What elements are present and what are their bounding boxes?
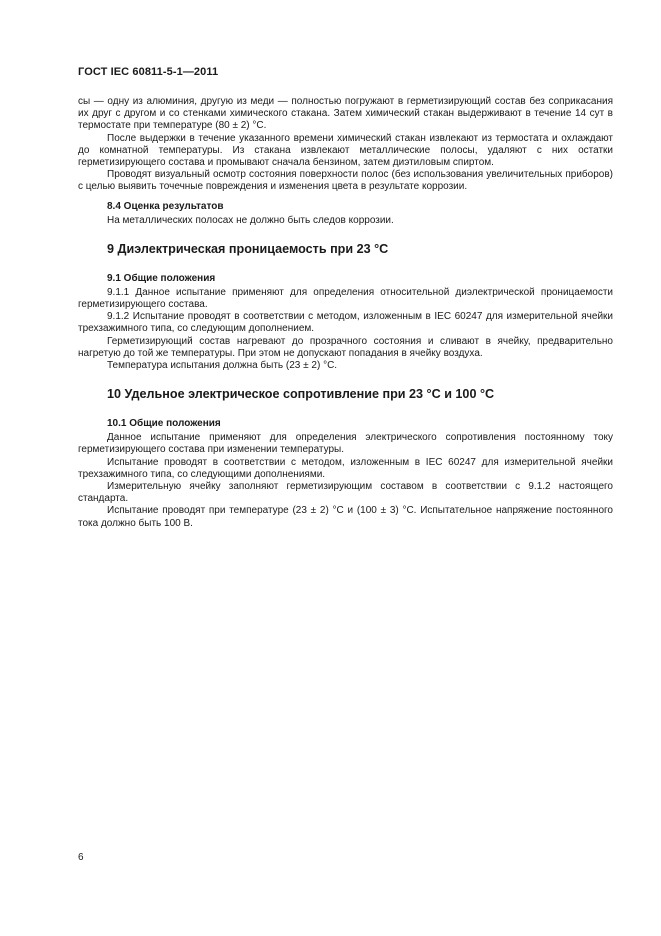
- paragraph-10-purpose: Данное испытание применяют для определения электрического сопротивления постоянному току герметизирующего состава при изменении температуры.: [78, 432, 613, 456]
- paragraph-10-conditions: Испытание проводят при температуре (23 ± 2) °C и (100 ± 3) °C. Испытательное напряжение постоянного тока должно быть 100 В.: [78, 505, 613, 529]
- paragraph-9-temperature: Температура испытания должна быть (23 ± 2) °C.: [107, 360, 338, 372]
- paragraph-9-heating: Герметизирующий состав нагревают до прозрачного состояния и сливают в ячейку, предварительно нагретую до той же температуры. При этом не допускают попадания в ячейку воздуха.: [78, 335, 613, 359]
- paragraph-9-1-1: 9.1.1 Данное испытание применяют для определения относительной диэлектрической проницаемости герметизирующего состава.: [78, 286, 613, 311]
- paragraph-8-4: На металлических полосах не должно быть следов коррозии.: [107, 214, 394, 226]
- page-content: [78, 96, 613, 530]
- paragraph-10-cell-fill: Измерительную ячейку заполняют герметизирующим составом в соответствии с 9.1.2 настоящего стандарта.: [78, 481, 613, 505]
- heading-9-1: 9.1 Общие положения: [107, 272, 216, 284]
- heading-section-10: 10 Удельное электрическое сопротивление при 23 °C и 100 °C: [107, 387, 495, 402]
- heading-section-9: 9 Диэлектрическая проницаемость при 23 °C: [107, 241, 389, 256]
- paragraph-after-hold: После выдержки в течение указанного времени химический стакан извлекают из термостата и охлаждают до комнатной температуры. Из стакана извлекают металлические полосы, удаляют с них остатки герметизирующего состава и промывают сначала бензином, затем диэтиловым спиртом.: [78, 132, 613, 169]
- paragraph-visual-inspection: Проводят визуальный осмотр состояния поверхности полос (без использования увеличительных приборов) с целью выявить точечные повреждения и изменения цвета в результате коррозии.: [78, 169, 613, 193]
- page-number: 6: [78, 852, 84, 863]
- paragraph-continuation: сы — одну из алюминия, другую из меди — полностью погружают в герметизирующий состав без соприкасания их друг с другом и со стенками химического стакана. Затем химический стакан выдерживают в течение 14 сут в термостате при температуре (80 ± 2) °C.: [78, 96, 613, 132]
- paragraph-9-1-2: 9.1.2 Испытание проводят в соответствии с методом, изложенным в IEC 60247 для измерительной ячейки трехзажимного типа, со следующим дополнением.: [78, 311, 613, 335]
- paragraph-10-method: Испытание проводят в соответствии с методом, изложенным в IEC 60247 для измерительной ячейки трехзажимного типа, со следующими дополнениями.: [78, 456, 613, 480]
- document-header: ГОСТ IEC 60811-5-1—2011: [78, 66, 219, 78]
- heading-10-1: 10.1 Общие положения: [107, 418, 221, 430]
- document-page: [78, 0, 613, 936]
- heading-8-4: 8.4 Оценка результатов: [107, 200, 224, 212]
